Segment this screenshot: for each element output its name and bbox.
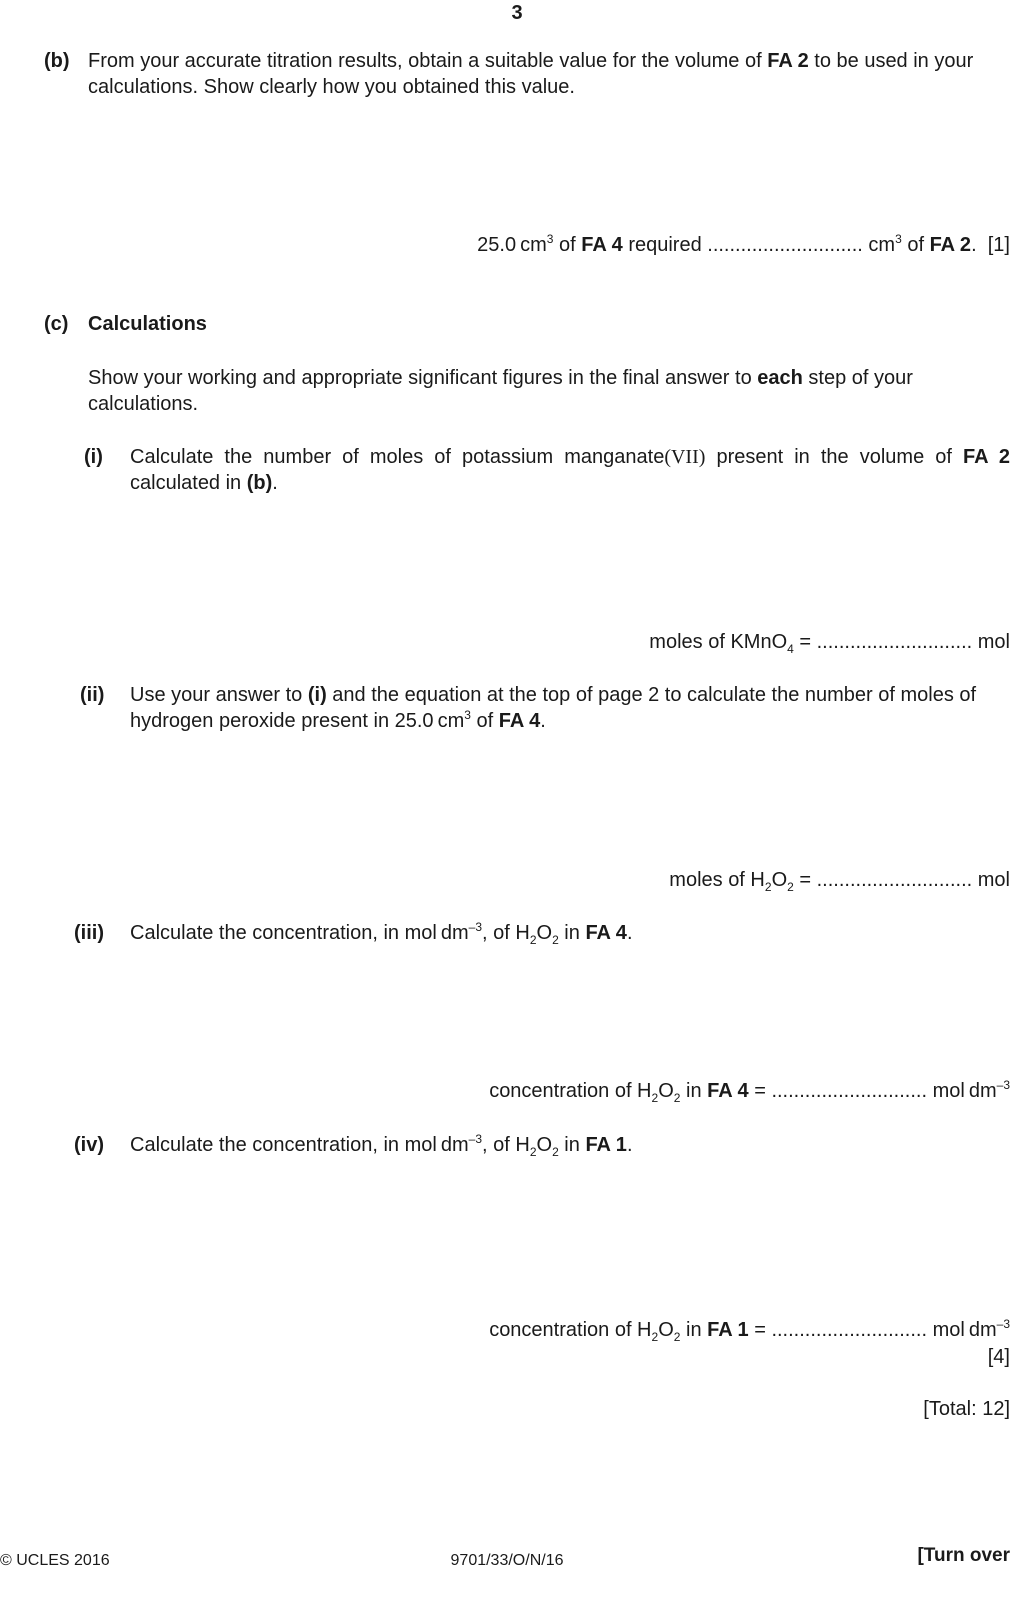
marks-c: [4] [987, 1346, 1010, 1368]
part-c-iv-label: (iv) [74, 1134, 104, 1156]
part-c-iv-answer: concentration of $H_2O_2$ in FA 1 = ............................ mol $dm^{-3}$ [489, 1317, 1010, 1344]
part-c-i-label: (i) [84, 446, 103, 468]
footer-code: 9701/33/O/N/16 [450, 1552, 564, 1569]
part-c-i-question: Calculate the number of moles of potassium manganate(VII) present in the volume of FA 2 calculated in (b). [130, 446, 1010, 494]
part-c-title: Calculations [88, 313, 207, 335]
part-c-iv-question: Calculate the concentration, in mol $dm^{-3}$, of $H_2O_2$ in FA 1. [130, 1132, 633, 1159]
footer-turn-over: [Turn over [917, 1545, 1010, 1566]
part-c-ii-answer: moles of $H_2O_2$ = ............................ mol [669, 869, 1010, 894]
part-b-answer-line: 25.0 $cm^3$ of FA 4 required ............................ $cm^3$ of FA 2. [1] [477, 232, 1010, 256]
part-c-ii-question: Use your answer to (i) and the equation at the top of page 2 to calculate the number of moles of hydrogen peroxide present in 25.0 $cm^3$ of FA 4. [130, 684, 977, 732]
part-b-question: From your accurate titration results, obtain a suitable value for the volume of FA 2 to be used in your calculations. Show clearly how you obtained this value. [88, 50, 974, 98]
part-c-label: (c) [44, 313, 69, 335]
part-c-ii-label: (ii) [80, 684, 105, 706]
part-c-iii-answer: concentration of $H_2O_2$ in FA 4 = ............................ mol $dm^{-3}$ [489, 1078, 1010, 1105]
part-c-iii-question: Calculate the concentration, in mol $dm^{-3}$, of $H_2O_2$ in FA 4. [130, 920, 633, 947]
marks-b: [1] [987, 234, 1010, 256]
answer-dots: ............................ [707, 234, 863, 256]
part-c-iii-label: (iii) [74, 922, 104, 944]
part-c-i-answer: moles of KMnO$_4$ = ............................ mol [649, 631, 1010, 656]
footer-copyright: © UCLES 2016 [0, 1552, 110, 1569]
total-marks: [Total: 12] [923, 1398, 1010, 1420]
part-c-intro: Show your working and appropriate significant figures in the final answer to each step of your calculations. [88, 367, 913, 415]
part-b-label: (b) [44, 50, 70, 72]
page-number: 3 [511, 2, 523, 24]
